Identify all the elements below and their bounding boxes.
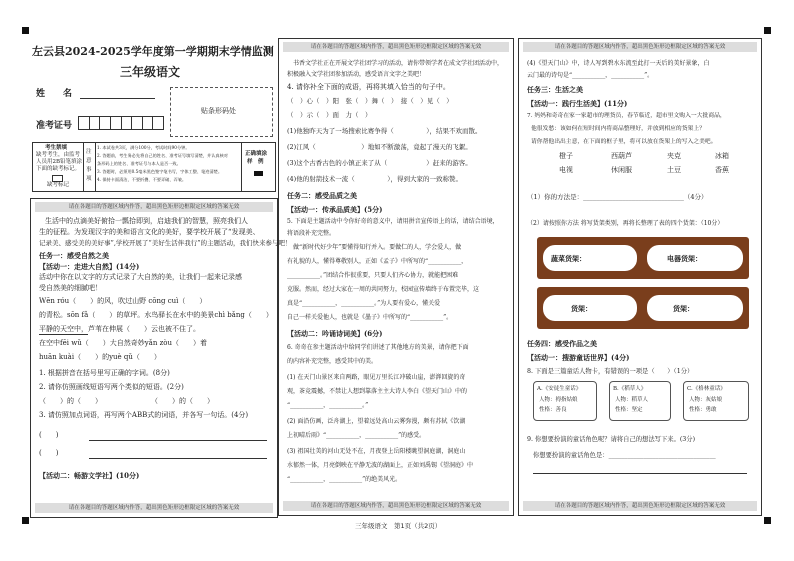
- q5-line: 做“新时代好少年”要懂得知行并入。要做仁的人，学会爱人，做: [293, 244, 462, 251]
- goods-item: 土豆: [667, 166, 681, 174]
- question-4: 4. 请你补全下面的成语，再将其填入恰当的句子中。: [287, 83, 450, 91]
- shelf-vegetable[interactable]: [543, 245, 637, 271]
- absent-checkbox[interactable]: [52, 175, 63, 182]
- card-label: C.《格林童话》: [687, 386, 726, 392]
- q-line: (4)《望天门山》中，诗人写到碧水东流至此打一天后的美好景象，白: [527, 60, 710, 67]
- pinyin-line: 平静的天空中，芦苇在伸展（ ）云也被不住了。: [39, 325, 200, 333]
- story-card-c[interactable]: [683, 381, 749, 421]
- shelf-label: 蔬菜货架：: [551, 254, 586, 263]
- activity-heading: 【活动二：吟诵诗词美】(6分): [287, 329, 383, 338]
- pinyin-line: Wēn róu（ ）的风，吹过山野 cōng cuì（ ）: [39, 297, 207, 305]
- attention-char: 注: [86, 149, 92, 155]
- q6-line: 上初晴后雨》“___________，___________”的感受。: [287, 432, 426, 439]
- goods-item: 电视: [559, 166, 573, 174]
- card-line: 人物：拇指姑娘: [539, 397, 578, 403]
- answer-area-2: [278, 38, 514, 516]
- q-line: 云门最的诗句是“___________，___________”。: [527, 72, 654, 79]
- card-line: 人物：灰姑娘: [689, 397, 723, 403]
- answer-blank[interactable]: （ ）的（ ）: [39, 397, 102, 405]
- banner: 请在各题目的答题区域内作答，超出黑色矩形边框限定区域的答案无效: [35, 202, 273, 212]
- q6-line: 水郁然一体，月亮倒映在平静无波的湖面上，正如刘禹锡《望洞庭》中: [287, 462, 474, 469]
- sentence: (3)这个古香古色的小镇正来了从（ ）赶来的游客。: [287, 159, 472, 167]
- shelf-label: 货架：: [571, 304, 592, 313]
- corner-mark: [22, 27, 29, 34]
- answer-blank[interactable]: ( ): [39, 431, 59, 439]
- shelf-blank-1[interactable]: [543, 295, 637, 321]
- fill-example-mark: [254, 171, 263, 176]
- q6-line: “___________，___________”的绝美风光。: [287, 476, 402, 483]
- activity-heading: 【活动一：践行生活美】(11分): [527, 99, 628, 108]
- banner: 请在各题目的答题区域内作答，超出黑色矩形边框限定区域的答案无效: [283, 501, 509, 511]
- notice-table: [32, 142, 276, 192]
- pinyin-line: huān kuài（ ）的yuè qǔ（ ）: [39, 353, 161, 361]
- activity-heading: 【活动一：搜游童话世界】(4分): [527, 353, 630, 362]
- q6-line: 观，茶竞震撼，不禁让人想到靠落主主大诗人李白《望天门山》中的: [287, 388, 468, 395]
- banner: 请在各题目的答题区域内作答，超出黑色矩形边框限定区域的答案无效: [35, 503, 273, 513]
- q5-line: 自己一样关爱他人，也就是《墨子》中所写的“___________”。: [287, 314, 453, 321]
- q7-line: 7. 妈妈和奇奇在家一家超市的理货员，春节临近，超市里文购入一大批商品，: [527, 113, 726, 119]
- q5-line: ___________。”团结合作很重要，只要人们齐心协力，就能把困难: [287, 272, 459, 279]
- attention-line: 1. 本试卷共3页，满分100分，考试时间90分钟。: [97, 145, 190, 150]
- q6-line: 6. 奇奇在参主题活动中给同学们讲述了其他地方的美景，请你把下面: [287, 344, 469, 351]
- intro-line: 生活中的点滴美好俯拾一瓢拾即到，启迪我们的智慧，照亮我们人: [45, 217, 248, 225]
- q5-line: 将语段补充完整。: [287, 230, 336, 237]
- story-card-b[interactable]: [609, 381, 671, 421]
- question-2: 2. 请你仿照画线短语写两个类似的短语。(2分): [39, 383, 184, 391]
- attention-line: 条形码上的姓名、准考证号与本人是否一致。: [97, 161, 181, 166]
- card-line: 性格：勇敢: [689, 407, 717, 413]
- q5-line: 有礼貌的人，懂得尊敬别人，正如《孟子》中所写的“___________，: [287, 258, 468, 265]
- card-label: A.《安徒生童话》: [537, 386, 582, 392]
- goods-item: 橙子: [559, 152, 573, 160]
- task-heading: 任务二：感受品质之美: [287, 191, 357, 200]
- fill-example-label: 样 例: [247, 159, 264, 165]
- notice-title: 考生禁填: [45, 145, 68, 151]
- q7-2: （2）请按照你方法 将写货架类别，再将长整理了表的四个货架：（10分）: [527, 220, 724, 227]
- q5-line: 克服。然而，经过大家在一周的共同努力，校园宣传墙终于布置完毕，这: [287, 286, 480, 293]
- notice-line: 人员用2B铅笔填涂: [36, 159, 83, 165]
- answer-blank[interactable]: （ ）的（ ）: [151, 397, 214, 405]
- notice-line: 下面的缺考标记。: [36, 166, 81, 172]
- attention-line: 3. 答题时，必须用0.5毫米黑色签字笔书写，字体工整、笔迹清楚。: [97, 169, 223, 174]
- q6-line: “___________，___________。”: [287, 402, 369, 409]
- attention-line: 2. 答题前，考生务必先将自己的姓名、准考证号填写清楚，并认真核对: [97, 153, 228, 158]
- shelf-blank-2[interactable]: [647, 295, 743, 321]
- notice-line: 缺考考生，由监考: [36, 152, 81, 158]
- task-heading: 任务三：生活之美: [527, 85, 583, 94]
- question-3: 3. 请仿照加点词语，再写两个ABB式的词语，并各写一句话。(4分): [39, 411, 249, 419]
- name-label: 姓 名: [36, 89, 73, 99]
- pinyin-line: 在空中fēi wǔ（ ）大自然奇妙yǎn zòu（ ）着: [39, 339, 207, 347]
- question-9: 9. 你想要扮演的童话角色呢？请将自己的想法写下来。(3分): [527, 436, 696, 443]
- question-1: 1. 根据拼音在括号里写正确的字词。(8分): [39, 369, 170, 377]
- attention-line: 4. 保持卡面清洁，不要折叠、不要弄破、弄皱。: [97, 177, 187, 182]
- banner: 请在各题目的答题区域内作答，超出黑色矩形边框限定区域的答案无效: [523, 42, 757, 52]
- barcode-area: [170, 87, 273, 137]
- attention-char: 项: [86, 176, 92, 182]
- q6-line: (1) 在天门山景区来自两路，眼见万里长江冲破山崖，澎湃回旋的奇: [287, 374, 466, 381]
- activity-heading: 【活动一：传承品质美】(5分): [287, 205, 383, 214]
- card-line: 人物：稻草人: [615, 397, 649, 403]
- attention-char: 事: [86, 167, 92, 173]
- shelf-appliance[interactable]: [647, 245, 743, 271]
- activity-heading: 【活动二：畅游文学社】(10分): [39, 471, 140, 480]
- card-line: 性格：善良: [539, 407, 567, 413]
- fill-example-label: 正确填涂: [245, 151, 268, 157]
- corner-mark: [22, 517, 29, 524]
- activity-heading: 【活动一：走进大自然】(14分): [39, 262, 140, 271]
- activity-desc: 活动中你在以文字的方式记录了大自然的美，让我们一起来记录感: [39, 273, 242, 281]
- attention-char: 意: [86, 158, 92, 164]
- intro-line: 书香文学社正在开展文学社团学习的活动，请你带领学者在成文学社团活动中，: [293, 60, 504, 67]
- idiom-row: （ ）心（ ）阳 张（ ）舞（ ） 接（ ）见（ ）: [287, 97, 453, 105]
- name-field[interactable]: [80, 98, 155, 99]
- answer-area-3: [518, 38, 762, 516]
- card-label: B.《稻草人》: [613, 386, 647, 392]
- activity-desc: 受自然美的细腻吧！: [39, 284, 102, 292]
- answer-blank[interactable]: ( ): [39, 449, 59, 457]
- corner-mark: [764, 27, 771, 34]
- pinyin-line: 的青松。sōn fǎ（ ）的草坪。水鸟驿长在水中的美景chì bǎng（ ）: [39, 311, 273, 319]
- corner-mark: [764, 517, 771, 524]
- goods-item: 休闲服: [611, 166, 632, 174]
- goods-item: 夹克: [667, 152, 681, 160]
- sentence: (4)他的射箭技术一流（ ），得到大家的一致称赞。: [287, 175, 462, 183]
- goods-item: 香蕉: [715, 166, 729, 174]
- exam-no-grid[interactable]: [78, 116, 164, 130]
- goods-item: 西葫芦: [611, 152, 632, 160]
- sentence: (1)他独昨天为了一场搜索比赛争得（ ），结果不欢而散。: [287, 127, 482, 135]
- answer-area-1: [30, 198, 292, 518]
- question-8: 8. 下面是三篇童话人物卡，有错误的一项是（ ）（1分）: [527, 368, 694, 375]
- intro-line: 积极融入文学社团参加活动，感受语言文字之美吧！: [287, 71, 426, 78]
- q6-line: (3) 祖国壮美的河山无处不在，月夜登上岳阳楼眺望洞庭湖，洞庭山: [287, 448, 466, 455]
- exam-subject: 三年级语文: [120, 65, 181, 79]
- q7-1: （1）你的方法是：_______________________________（4分）: [527, 193, 708, 201]
- shelf-label: 货架：: [673, 304, 694, 313]
- story-card-a[interactable]: [533, 381, 597, 421]
- q5-line: 真是“___________，___________。”为人要有爱心，懂关爱: [287, 300, 441, 307]
- answer-line[interactable]: [89, 440, 267, 441]
- absent-label: 缺考标记: [47, 182, 70, 188]
- intro-line: 生的征程。为发现汉字的美和语言文化的美好，要学校开展了“发现美、: [39, 228, 260, 236]
- q5-line: 5. 下面是主题活动中令你好奇的意义中，请用拼音宣传语上的话，请结合语境，: [287, 218, 499, 225]
- intro-line: 记录美、感受美的美好事”,学校开展了“美好生活伴我行”的主题活动，我们快来参与吧！: [39, 239, 292, 247]
- barcode-label: 贴条形码处: [201, 107, 236, 115]
- answer-line[interactable]: [89, 458, 267, 459]
- banner: 请在各题目的答题区域内作答，超出黑色矩形边框限定区域的答案无效: [523, 501, 757, 511]
- shelf-label: 电器货架：: [667, 254, 702, 263]
- q7-line: 请你帮他出出主意，在下面的框子里，将可以放在货架上的写入之美吧。: [531, 139, 717, 145]
- task-heading: 任务四：感受作品之美: [527, 339, 597, 348]
- answer-line[interactable]: [533, 473, 747, 474]
- goods-item: 冰箱: [715, 152, 729, 160]
- q7-line: 他很发愁：该如何在短时间内将商品整理好，并放到相应的货架上？: [531, 126, 705, 132]
- task-heading: 任务一：感受自然之美: [39, 251, 109, 260]
- idiom-row: （ ）示（ ）面 力（ ）: [287, 111, 372, 119]
- question-9-answer[interactable]: 你想要扮演的童话角色是：__________________________________: [533, 452, 716, 459]
- q6-line: 的内容补充完整，感受其中的美。: [287, 358, 378, 365]
- exam-no-label: 准考证号: [36, 121, 73, 131]
- card-line: 性格：坚定: [615, 407, 643, 413]
- page-footer: 三年级语文 第1页（共2页）: [355, 522, 442, 530]
- banner: 请在各题目的答题区域内作答，超出黑色矩形边框限定区域的答案无效: [283, 42, 509, 52]
- exam-title: 左云县2024-2025学年度第一学期期末学情监测: [32, 45, 274, 58]
- q6-line: (2) 面沿仿画，泛舟湖上，望着远处高山云雾弥漫，颇有苏轼《饮湖: [287, 418, 466, 425]
- sentence: (2)江风（ ）地如不断激荡，竟起了漫天的飞絮。: [287, 143, 472, 151]
